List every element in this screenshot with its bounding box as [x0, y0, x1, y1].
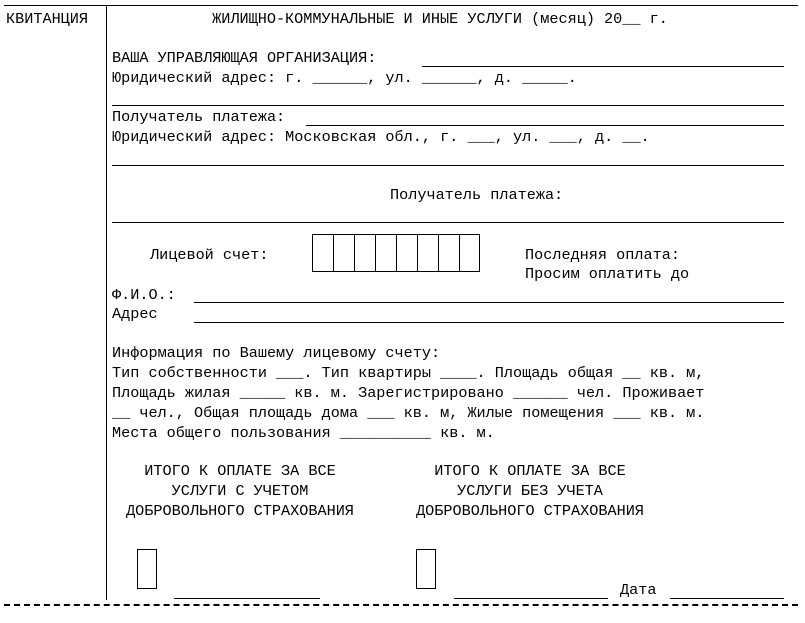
total-without-insurance-line: ИТОГО К ОПЛАТЕ ЗА ВСЕ — [434, 462, 626, 480]
date-label: Дата — [620, 581, 657, 599]
date-field[interactable] — [670, 598, 784, 599]
account-info-line: Места общего пользования __________ кв. м. — [112, 424, 495, 442]
vertical-separator — [106, 5, 107, 600]
cut-line — [4, 604, 798, 606]
divider — [112, 222, 784, 223]
amount-without-insurance-field[interactable] — [454, 598, 608, 599]
address-label: Адрес — [112, 305, 158, 323]
account-digit-divider — [417, 235, 418, 271]
account-digit-divider — [354, 235, 355, 271]
total-with-insurance-line: ИТОГО К ОПЛАТЕ ЗА ВСЕ — [144, 462, 336, 480]
account-digit-divider — [459, 235, 460, 271]
fio-label: Ф.И.О.: — [112, 286, 176, 304]
last-payment-label: Последняя оплата: — [525, 246, 680, 264]
account-digit-divider — [438, 235, 439, 271]
account-number-boxes[interactable] — [312, 234, 480, 272]
account-digit-divider — [333, 235, 334, 271]
please-pay-label: Просим оплатить до — [525, 265, 690, 283]
account-info-line: Площадь жилая _____ кв. м. Зарегистрировано ______ чел. Проживает — [112, 384, 705, 402]
address-field[interactable] — [194, 322, 784, 323]
management-org-label: ВАША УПРАВЛЯЮЩАЯ ОРГАНИЗАЦИЯ: — [112, 49, 377, 67]
management-address-line: Юридический адрес: г. ______, ул. ______, д. _____. — [112, 69, 577, 87]
total-with-insurance-box[interactable] — [137, 549, 157, 589]
divider — [112, 165, 784, 166]
account-digit-divider — [396, 235, 397, 271]
total-without-insurance-line: УСЛУГИ БЕЗ УЧЕТА — [457, 482, 603, 500]
account-digit-divider — [375, 235, 376, 271]
payee-field[interactable] — [306, 125, 784, 126]
divider — [112, 105, 784, 106]
total-without-insurance-line: ДОБРОВОЛЬНОГО СТРАХОВАНИЯ — [416, 502, 644, 520]
management-org-field[interactable] — [422, 66, 784, 67]
amount-with-insurance-field[interactable] — [174, 598, 320, 599]
receipt-label: КВИТАНЦИЯ — [6, 10, 89, 28]
account-info-heading: Информация по Вашему лицевому счету: — [112, 344, 441, 362]
total-with-insurance-line: ДОБРОВОЛЬНОГО СТРАХОВАНИЯ — [126, 502, 354, 520]
payee-center-label: Получатель платежа: — [390, 186, 564, 204]
fio-field[interactable] — [194, 302, 784, 303]
page-title: ЖИЛИЩНО-КОММУНАЛЬНЫЕ И ИНЫЕ УСЛУГИ (месяц) 20__ г. — [212, 10, 668, 28]
payee-label: Получатель платежа: — [112, 108, 286, 126]
total-without-insurance-box[interactable] — [416, 549, 436, 589]
account-label: Лицевой счет: — [150, 246, 269, 264]
payee-address-line: Юридический адрес: Московская обл., г. ___, ул. ___, д. __. — [112, 128, 650, 146]
top-border — [4, 5, 798, 6]
account-info-line: __ чел., Общая площадь дома ___ кв. м, Жилые помещения ___ кв. м. — [112, 404, 705, 422]
total-with-insurance-line: УСЛУГИ С УЧЕТОМ — [171, 482, 309, 500]
account-info-line: Тип собственности ___. Тип квартиры ____. Площадь общая __ кв. м, — [112, 364, 705, 382]
